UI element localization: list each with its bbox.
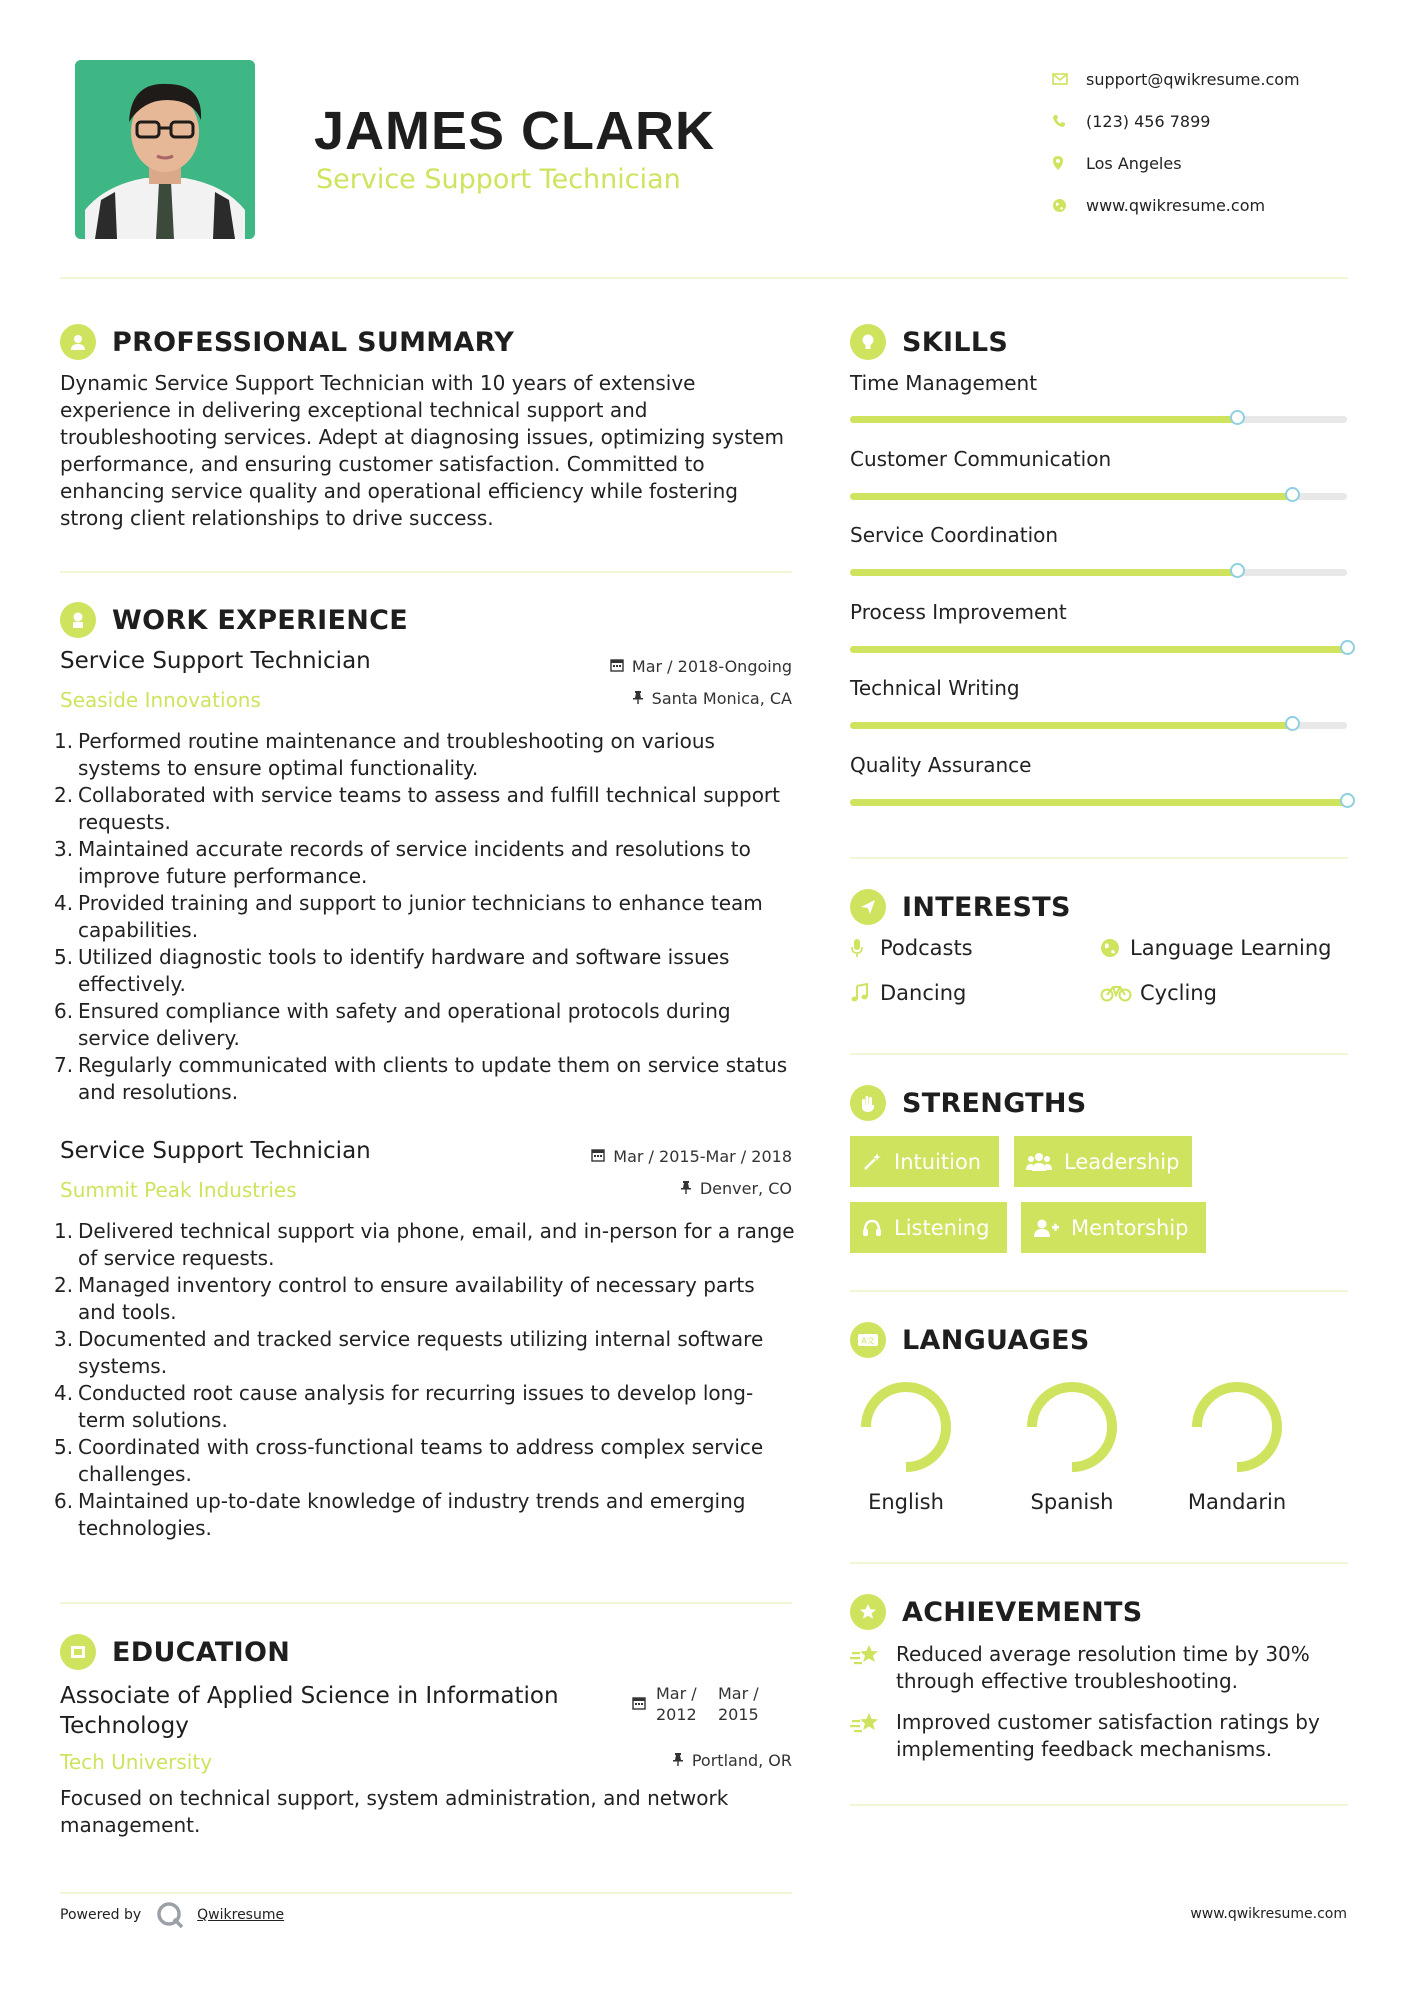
music-note-icon [850, 983, 880, 1003]
experience-title: WORK EXPERIENCE [112, 604, 408, 636]
trophy-star-icon [850, 1709, 896, 1763]
skill-bar-knob [1340, 640, 1355, 655]
contact-website[interactable] [1052, 184, 1352, 226]
education-date-end: Mar / 2015 [718, 1684, 759, 1724]
achievement-item [850, 1709, 1348, 1763]
education-school: Tech University [60, 1750, 213, 1774]
list-item: 2. Managed inventory control to ensure availability of necessary parts and tools. [54, 1273, 755, 1324]
job-2-location [680, 1179, 792, 1198]
achievement-text: Improved customer satisfaction ratings by implementing feedback mechanisms. [896, 1710, 1320, 1761]
pushpin-icon [672, 1751, 684, 1770]
strength-tag [1021, 1202, 1206, 1253]
job-2-date-text: Mar / 2015-Mar / 2018 [613, 1147, 792, 1166]
achievements-divider [850, 1804, 1348, 1806]
education-dates [632, 1683, 770, 1725]
interest-label: Language Learning [1130, 936, 1332, 960]
pushpin-icon [680, 1179, 692, 1198]
microphone-icon [850, 938, 880, 958]
job-2-title: Service Support Technician [60, 1138, 371, 1164]
qwikresume-link[interactable]: Qwikresume [197, 1907, 285, 1923]
list-item: 2. Collaborated with service teams to assess and fulfill technical support requests. [54, 783, 780, 834]
skill-bar-knob [1340, 793, 1355, 808]
skill-bar-fill [850, 646, 1347, 653]
education-degree: Associate of Applied Science in Information Technology [60, 1683, 559, 1739]
strength-tag [1014, 1136, 1192, 1187]
strength-tag [850, 1202, 1007, 1253]
skill-bar [850, 569, 1347, 576]
language-icon [850, 1322, 886, 1358]
list-item: 1. Performed routine maintenance and troubleshooting on various systems to ensure optimal functionality. [54, 729, 715, 780]
interest-label: Cycling [1140, 981, 1217, 1005]
star-badge-icon [850, 1594, 886, 1630]
languages-divider [850, 1562, 1348, 1564]
skill-bar-knob [1285, 716, 1300, 731]
education-description: Focused on technical support, system administration, and network management. [60, 1786, 729, 1837]
language-ring-arc [1032, 1387, 1112, 1467]
skills-divider [850, 857, 1348, 859]
skill-label: Customer Communication [850, 447, 1112, 471]
education-location [672, 1751, 792, 1770]
contact-email[interactable] [1052, 58, 1352, 100]
briefcase-icon [60, 602, 96, 638]
interests-divider [850, 1053, 1348, 1055]
magic-wand-icon [862, 1152, 882, 1172]
calendar-icon [591, 1147, 605, 1166]
footer-divider [60, 1892, 792, 1894]
skills-title: SKILLS [902, 326, 1009, 358]
education-heading [60, 1634, 290, 1670]
skill-label: Time Management [850, 371, 1038, 395]
list-item: 4. Provided training and support to junior technicians to enhance team capabilities. [54, 891, 763, 942]
summary-text: Dynamic Service Support Technician with 10 years of extensive experience in delivering exceptional technical support and troubleshooting services. Adept at diagnosing issues, optimizing system performance, and ensuring customer satisfaction. Committed to enhancing service quality and operational efficiency while fostering strong client relationships to drive success. [60, 371, 785, 530]
contact-block [1052, 58, 1352, 226]
lightbulb-icon [850, 324, 886, 360]
skills-heading [850, 324, 1008, 360]
summary-title: PROFESSIONAL SUMMARY [112, 326, 515, 358]
powered-by-text: Powered by [60, 1907, 142, 1923]
bicycle-icon [1100, 984, 1140, 1002]
contact-email-text: support@qwikresume.com [1086, 69, 1300, 89]
globe-icon [1100, 938, 1130, 958]
language-ring-arc [1197, 1387, 1277, 1467]
language-ring [1022, 1377, 1122, 1477]
education-date-start: Mar / 2012 [656, 1684, 697, 1724]
globe-icon [1052, 198, 1086, 213]
interest-label: Podcasts [880, 936, 973, 960]
job-1-location-text: Santa Monica, CA [651, 689, 792, 708]
language-label: Mandarin [1187, 1490, 1287, 1514]
job-2-date [591, 1147, 792, 1166]
list-item: 1. Delivered technical support via phone, email, and in-person for a range of service requests. [54, 1219, 795, 1270]
contact-phone[interactable] [1052, 100, 1352, 142]
strength-label: Intuition [894, 1149, 982, 1174]
header-divider [60, 277, 1348, 279]
interest-item [850, 936, 973, 960]
list-item: 4. Conducted root cause analysis for recurring issues to develop long-term solutions. [54, 1381, 754, 1432]
trophy-star-icon [850, 1641, 896, 1695]
language-ring [856, 1377, 956, 1477]
summary-heading [60, 324, 514, 360]
achievements-title: ACHIEVEMENTS [902, 1596, 1143, 1628]
achievements-heading [850, 1594, 1143, 1630]
experience-divider [60, 1602, 792, 1604]
interest-item [1100, 936, 1331, 960]
list-item: 7. Regularly communicated with clients to update them on service status and resolutions. [54, 1053, 788, 1104]
achievement-item [850, 1641, 1348, 1695]
mail-icon [1052, 73, 1086, 85]
interest-item [850, 981, 966, 1005]
candidate-name: JAMES CLARK [314, 101, 716, 161]
list-item: 5. Utilized diagnostic tools to identify hardware and software issues effectively. [54, 945, 730, 996]
contact-location [1052, 142, 1352, 184]
hand-icon [850, 1085, 886, 1121]
job-2-bullets [54, 1218, 798, 1542]
job-1-location [632, 689, 792, 708]
skill-bar [850, 722, 1347, 729]
skill-bar-fill [850, 416, 1238, 423]
footer-url[interactable]: www.qwikresume.com [1190, 1906, 1347, 1922]
job-2-location-text: Denver, CO [699, 1179, 792, 1198]
skill-bar [850, 416, 1347, 423]
interest-item [1100, 981, 1217, 1005]
headphones-icon [862, 1218, 882, 1238]
skill-label: Service Coordination [850, 523, 1059, 547]
strength-label: Mentorship [1071, 1215, 1189, 1240]
user-icon [60, 324, 96, 360]
interests-heading [850, 889, 1071, 925]
qwikresume-logo-icon [155, 1900, 185, 1930]
education-title: EDUCATION [112, 1636, 291, 1668]
language-label: Spanish [1030, 1490, 1114, 1514]
strengths-divider [850, 1290, 1348, 1292]
job-1-date [610, 657, 792, 676]
list-item: 6. Ensured compliance with safety and operational protocols during service delivery. [54, 999, 731, 1050]
strengths-title: STRENGTHS [902, 1087, 1087, 1119]
users-icon [1026, 1152, 1052, 1172]
profile-photo [75, 60, 255, 239]
job-1-bullets [54, 728, 798, 1106]
skill-bar-fill [850, 722, 1292, 729]
location-pin-icon [1052, 155, 1086, 171]
interest-label: Dancing [880, 981, 967, 1005]
skill-label: Technical Writing [850, 676, 1020, 700]
phone-icon [1052, 114, 1086, 128]
powered-by [60, 1900, 284, 1930]
list-item: 6. Maintained up-to-date knowledge of industry trends and emerging technologies. [54, 1489, 746, 1540]
skill-bar [850, 493, 1347, 500]
strengths-heading [850, 1085, 1087, 1121]
experience-heading [60, 602, 408, 638]
skill-label: Quality Assurance [850, 753, 1032, 777]
avatar-illustration [75, 60, 255, 239]
education-location-text: Portland, OR [691, 1751, 792, 1770]
list-item: 3. Documented and tracked service requests utilizing internal software systems. [54, 1327, 764, 1378]
list-item: 5. Coordinated with cross-functional teams to address complex service challenges. [54, 1435, 764, 1486]
strength-label: Leadership [1064, 1149, 1180, 1174]
job-2-company: Summit Peak Industries [60, 1178, 297, 1202]
calendar-icon [632, 1694, 646, 1715]
skill-bar [850, 646, 1347, 653]
strength-tag [850, 1136, 999, 1187]
skill-bar-knob [1230, 410, 1245, 425]
strength-label: Listening [894, 1215, 990, 1240]
calendar-icon [610, 657, 624, 676]
job-1-company: Seaside Innovations [60, 688, 261, 712]
job-1-title: Service Support Technician [60, 648, 371, 674]
candidate-title: Service Support Technician [316, 164, 681, 195]
paper-plane-icon [850, 889, 886, 925]
summary-divider [60, 571, 792, 573]
language-ring [1187, 1377, 1287, 1477]
skill-bar-knob [1230, 563, 1245, 578]
skill-bar-fill [850, 569, 1238, 576]
languages-title: LANGUAGES [902, 1324, 1090, 1356]
language-label: English [868, 1490, 944, 1514]
skill-bar [850, 799, 1347, 806]
contact-website-text: www.qwikresume.com [1086, 195, 1266, 215]
skill-bar-fill [850, 493, 1292, 500]
interests-title: INTERESTS [902, 891, 1071, 923]
job-1-date-text: Mar / 2018-Ongoing [631, 657, 792, 676]
skill-bar-fill [850, 799, 1347, 806]
language-ring-arc [866, 1387, 946, 1467]
skill-label: Process Improvement [850, 600, 1067, 624]
svg-text:A文: A文 [861, 1336, 875, 1346]
user-plus-icon [1033, 1218, 1059, 1238]
achievement-text: Reduced average resolution time by 30% through effective troubleshooting. [896, 1642, 1310, 1693]
contact-location-text: Los Angeles [1086, 153, 1182, 173]
list-item: 3. Maintained accurate records of service incidents and resolutions to improve future performance. [54, 837, 751, 888]
skill-bar-knob [1285, 487, 1300, 502]
pushpin-icon [632, 689, 644, 708]
graduation-icon [60, 1634, 96, 1670]
contact-phone-text: (123) 456 7899 [1086, 111, 1211, 131]
languages-heading [850, 1322, 1090, 1358]
